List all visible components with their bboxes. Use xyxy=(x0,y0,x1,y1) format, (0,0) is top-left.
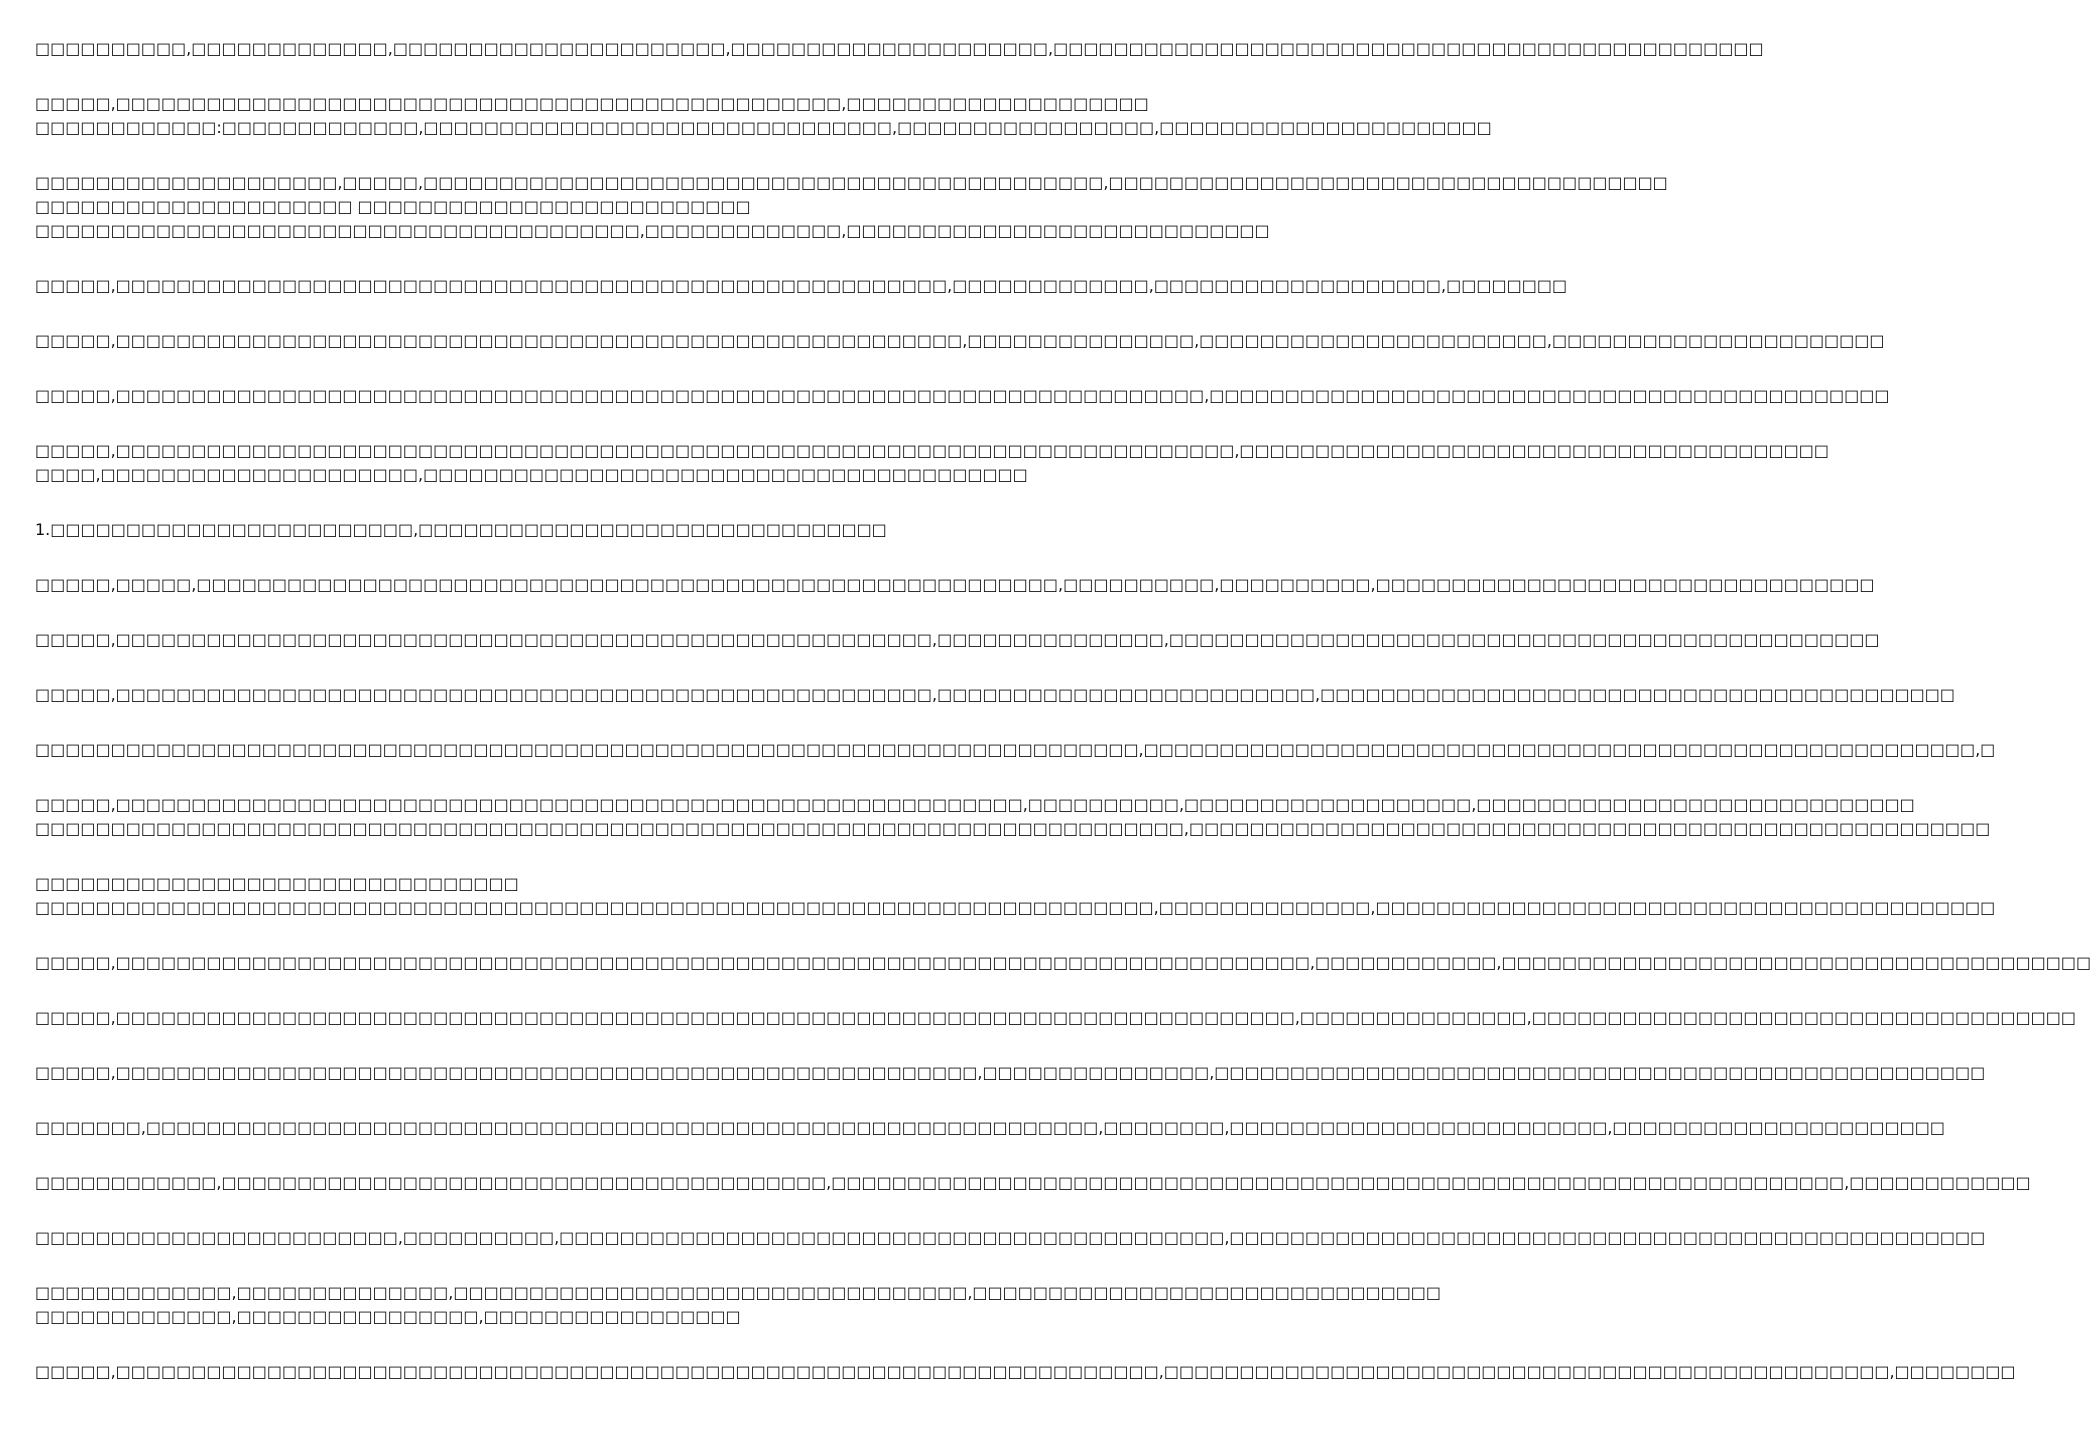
paragraph xyxy=(35,628,1880,652)
paragraph xyxy=(35,1281,1442,1329)
text-line: □□□□□□□□□□□□□□□□□□□□,□□□□□,□□□□□□□□□□□□□□□□□□□□□□□□□□□□□□□□□□□□□□□□□□□□□,□□□□□□□□□□□□□□□□□□□□□□□□□□□□□□□□□□□□□ xyxy=(35,173,1668,192)
paragraph xyxy=(35,1006,2076,1030)
text-line: □□□□□,□□□□□□□□□□□□□□□□□□□□□□□□□□□□□□□□□□□□□□□□□□□□□□□□□□□□□□□□□□□□□□□□□□□□□□□□□□□□□□,□□□□□□□□□□□□□□□,□□□□□□□□□□□□□□□□□□□□□□□□□□□□□□□□□□□□ xyxy=(35,1008,2076,1027)
text-line: □□□□□□□□□□□□□□□□□□□□□□□□□□□□□□□□□□□□□□□□,□□□□□□□□□□□□□,□□□□□□□□□□□□□□□□□□□□□□□□□□□□ xyxy=(35,221,1270,240)
text-line: □□□□□,□□□□□□□□□□□□□□□□□□□□□□□□□□□□□□□□□□□□□□□□□□□□□□□□□□□□□□□□□□□□□□□□□□□□□□□□□□□□□□□,□□□□□□□□□□□□,□□□□□□□□□□□□□□□□□□□□□□□□□□□□□□□□□□□□□□□ xyxy=(35,953,2091,972)
text-line: 1.□□□□□□□□□□□□□□□□□□□□□□□□,□□□□□□□□□□□□□□□□□□□□□□□□□□□□□□□ xyxy=(35,520,887,539)
document-body xyxy=(35,37,2091,1384)
paragraph xyxy=(35,171,1668,243)
text-line: □□□□□□□□□□□□□,□□□□□□□□□□□□□□,□□□□□□□□□□□□□□□□□□□□□□□□□□□□□□□□□□,□□□□□□□□□□□□□□□□□□□□□□□□□□□□□□□ xyxy=(35,1283,1442,1302)
text-line: □□□□□□□□□□□□□□□□□□□□□ □□□□□□□□□□□□□□□□□□□□□□□□□□ xyxy=(35,197,751,216)
text-line: □□□□□□□,□□□□□□□□□□□□□□□□□□□□□□□□□□□□□□□□□□□□□□□□□□□□□□□□□□□□□□□□□□□□□□□,□□□□□□□□,□□□□□□□□□□□□□□□□□□□□□□□□□,□□□□□□□□□□□□□□□□□□□□□□ xyxy=(35,1118,1945,1137)
paragraph xyxy=(35,274,1568,298)
text-line: □□□□□,□□□□□□□□□□□□□□□□□□□□□□□□□□□□□□□□□□□□□□□□□□□□□□□□□□□□□□□□□□□□□□□□□□□□□□□□,□□□□□□□□□□□□□□□□□□□□□□□□□□□□□□□□□□□□□□□□□□□□□ xyxy=(35,386,1890,405)
paragraph xyxy=(35,439,1829,487)
paragraph xyxy=(35,738,1996,762)
paragraph xyxy=(35,1061,1986,1085)
text-line: □□□□□,□□□□□□□□□□□□□□□□□□□□□□□□□□□□□□□□□□□□□□□□□□□□□□□□□□□□□□□□□□□□□□□□□□□□□□□□□□,□□□□□□□□□□□□□□□□□□□□□□□□□□□□□□□□□□□□□□□ xyxy=(35,441,1829,460)
paragraph xyxy=(35,683,1956,707)
text-line: □□□□□□□□□□□□,□□□□□□□□□□□□□□□□□□□□□□□□□□□□□□□□□□□□□□□□,□□□□□□□□□□□□□□□□□□□□□□□□□□□□□□□□□□□□□□□□□□□□□□□□□□□□□□□□□□□□□□□□□□□,□□□□□□□□□□□□ xyxy=(35,1173,2031,1192)
text-line: □□□□□□□□□□□□□□□□□□□□□□□□,□□□□□□□□□□,□□□□□□□□□□□□□□□□□□□□□□□□□□□□□□□□□□□□□□□□□□□□,□□□□□□□□□□□□□□□□□□□□□□□□□□□□□□□□□□□□□□□□□□□□□□□□□□ xyxy=(35,1228,1986,1247)
paragraph xyxy=(35,1116,1945,1140)
paragraph xyxy=(35,1226,1986,1250)
paragraph xyxy=(35,518,989,542)
paragraph xyxy=(35,1171,2031,1195)
text-line: □□□□□,□□□□□□□□□□□□□□□□□□□□□□□□□□□□□□□□□□□□□□□□□□□□□□□□□□□□□□,□□□□□□□□□□□□□□□□□□□□□□□□□,□□□□□□□□□□□□□□□□□□□□□□□□□□□□□□□□□□□□□□□□□□ xyxy=(35,685,1956,704)
text-line: □□□□□□□□□□□□□,□□□□□□□□□□□□□□□□,□□□□□□□□□□□□□□□□□ xyxy=(35,1307,741,1326)
text-line: □□□□,□□□□□□□□□□□□□□□□□□□□□,□□□□□□□□□□□□□□□□□□□□□□□□□□□□□□□□□□□□□□□□ xyxy=(35,465,1028,484)
paragraph xyxy=(35,872,1996,920)
paragraph xyxy=(35,951,2091,975)
text-line: □□□□□□□□□□,□□□□□□□□□□□□□,□□□□□□□□□□□□□□□□□□□□□□,□□□□□□□□□□□□□□□□□□□□□,□□□□□□□□□□□□□□□□□□□□□□□□□□□□□□□□□□□□□□□□□□□□□□□ xyxy=(35,39,1764,58)
text-line: □□□□□,□□□□□□□□□□□□□□□□□□□□□□□□□□□□□□□□□□□□□□□□□□□□□□□□□□□□□□□□,□□□□□□□□□□□□□□□,□□□□□□□□□□□□□□□□□□□□□□□,□□□□□□□□□□□□□□□□□□□□□□ xyxy=(35,331,1885,350)
text-line: □□□□□□□□□□□□□□□□□□□□□□□□□□□□□□□□ xyxy=(35,874,519,893)
text-line: □□□□□□□□□□□□□□□□□□□□□□□□□□□□□□□□□□□□□□□□□□□□□□□□□□□□□□□□□□□□□□□□□□□□□□□□□,□□□□□□□□□□□□□□□□□□□□□□□□□□□□□□□□□□□□□□□□□□□□□□□□□□□□□□□,□ xyxy=(35,740,1996,759)
paragraph xyxy=(35,329,1885,353)
text-line: □□□□□□□□□□□□:□□□□□□□□□□□□□,□□□□□□□□□□□□□□□□□□□□□□□□□□□□□□□,□□□□□□□□□□□□□□□□□,□□□□□□□□□□□□□□□□□□□□□□ xyxy=(35,118,1492,137)
paragraph xyxy=(35,1360,2016,1384)
text-line: □□□□□□□□□□□□□□□□□□□□□□□□□□□□□□□□□□□□□□□□□□□□□□□□□□□□□□□□□□□□□□□□□□□□□□□□□□,□□□□□□□□□□□□□□,□□□□□□□□□□□□□□□□□□□□□□□□□□□□□□□□□□□□□□□□□ xyxy=(35,898,1996,917)
text-line: □□□□□,□□□□□□□□□□□□□□□□□□□□□□□□□□□□□□□□□□□□□□□□□□□□□□□□□□□□□□,□□□□□□□□□□□□□□□,□□□□□□□□□□□□□□□□□□□□□□□□□□□□□□□□□□□□□□□□□□□□□□□ xyxy=(35,630,1880,649)
text-line: □□□□□,□□□□□,□□□□□□□□□□□□□□□□□□□□□□□□□□□□□□□□□□□□□□□□□□□□□□□□□□□□□□□□□,□□□□□□□□□□,□□□□□□□□□□,□□□□□□□□□□□□□□□□□□□□□□□□□□□□□□□□□ xyxy=(35,575,1875,594)
paragraph xyxy=(35,92,1492,140)
paragraph xyxy=(35,573,1875,597)
text-line: □□□□□,□□□□□□□□□□□□□□□□□□□□□□□□□□□□□□□□□□□□□□□□□□□□□□□□□□□□□□□□□□□□,□□□□□□□□□□,□□□□□□□□□□□□□□□□□□□,□□□□□□□□□□□□□□□□□□□□□□□□□□□□□ xyxy=(35,795,1915,814)
text-line: □□□□□□□□□□□□□□□□□□□□□□□□□□□□□□□□□□□□□□□□□□□□□□□□□□□□□□□□□□□□□□□□□□□□□□□□□□□□,□□□□□□□□□□□□□□□□□□□□□□□□□□□□□□□□□□□□□□□□□□□□□□□□□□□□□ xyxy=(35,819,1991,838)
text-line: □□□□□,□□□□□□□□□□□□□□□□□□□□□□□□□□□□□□□□□□□□□□□□□□□□□□□□□□□□□□□□□□□□□□□□□□□□□,□□□□□□□□□□□□□□□□□□□□□□□□□□□□□□□□□□□□□□□□□□□□□□□□,□□□□□□□□ xyxy=(35,1362,2016,1381)
paragraph xyxy=(35,384,1890,408)
text-line: □□□□□,□□□□□□□□□□□□□□□□□□□□□□□□□□□□□□□□□□□□□□□□□□□□□□□□□□□□□□□,□□□□□□□□□□□□□,□□□□□□□□□□□□□□□□□□□,□□□□□□□□ xyxy=(35,276,1568,295)
text-line: □□□□□,□□□□□□□□□□□□□□□□□□□□□□□□□□□□□□□□□□□□□□□□□□□□□□□□□□□□□□□□□,□□□□□□□□□□□□□□□,□□□□□□□□□□□□□□□□□□□□□□□□□□□□□□□□□□□□□□□□□□□□□□□□□□□ xyxy=(35,1063,1986,1082)
paragraph xyxy=(35,793,1991,841)
paragraph xyxy=(35,37,1764,61)
text-line: □□□□□,□□□□□□□□□□□□□□□□□□□□□□□□□□□□□□□□□□□□□□□□□□□□□□□□,□□□□□□□□□□□□□□□□□□□□ xyxy=(35,94,1149,113)
